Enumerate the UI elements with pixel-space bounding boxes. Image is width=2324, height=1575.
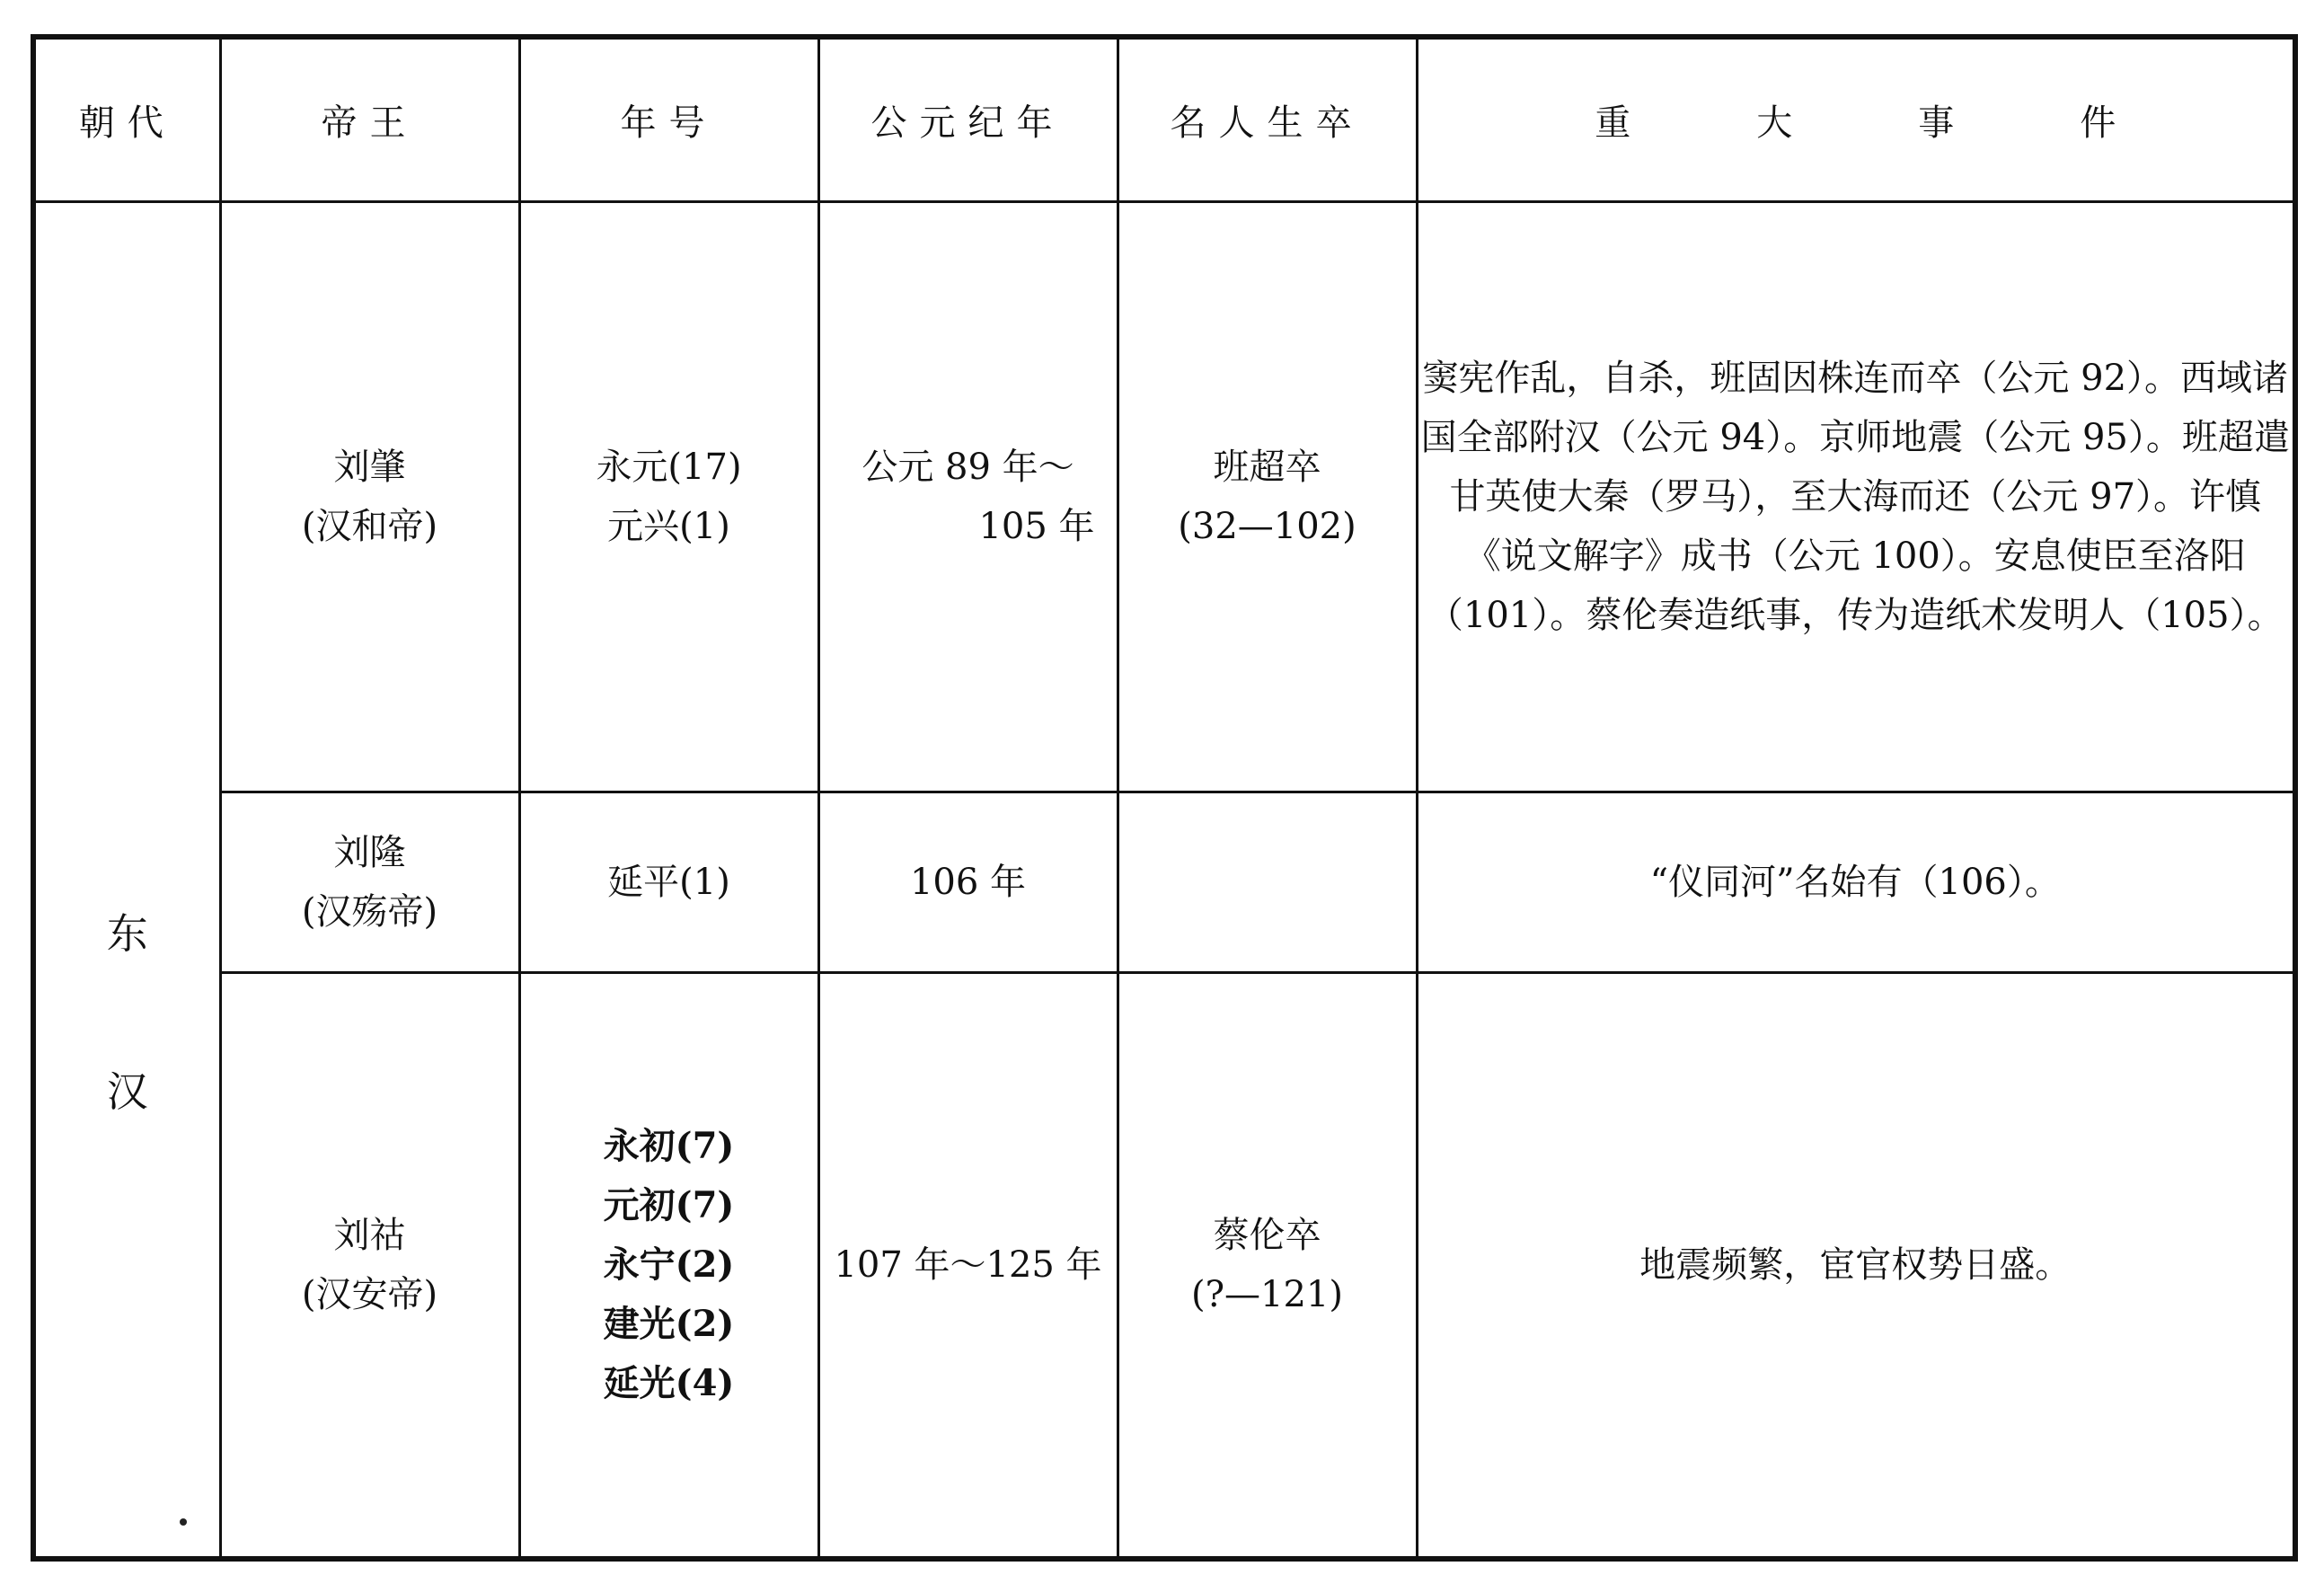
era-cell	[519, 792, 818, 973]
era-name: 永元(17)	[596, 446, 742, 488]
table-row	[33, 792, 2295, 973]
table-row	[33, 201, 2295, 792]
emperor-name: 刘祜	[333, 1214, 406, 1256]
header-dynasty: 朝代	[33, 37, 220, 201]
era-list	[604, 1117, 735, 1413]
chronology-table	[31, 34, 2298, 1562]
table-row	[33, 972, 2295, 1559]
dynasty-char: 东	[106, 908, 148, 958]
era-name: 建光(2)	[603, 1302, 735, 1345]
era-name: 延光(4)	[603, 1361, 735, 1404]
figure-cell	[1118, 792, 1417, 973]
emperor-name: 刘肇	[333, 446, 406, 488]
scan-speck	[180, 1518, 187, 1526]
era-name: 永宁(2)	[603, 1243, 735, 1286]
years-cell: 107 年～125 年	[818, 972, 1118, 1559]
era-name: 延平(1)	[607, 862, 730, 904]
emperor-name: 刘隆	[333, 832, 406, 874]
header-emperor: 帝王	[220, 37, 519, 201]
header-events-char: 大	[1756, 102, 1793, 144]
events-cell: 窦宪作乱，自杀，班固因株连而卒（公元 92）。西域诸国全部附汉（公元 94）。京师地震（公元 95）。班超遣甘英使大秦（罗马），至大海而还（公元 97）。许慎《说文解字》成书（公元 100）。安息使臣至洛阳（101）。蔡伦奏造纸事，传为造纸术发明人（105）。	[1417, 201, 2295, 792]
header-events-char: 事	[1918, 102, 1955, 144]
era-name: 永初(7)	[603, 1124, 735, 1167]
years-cell	[818, 201, 1118, 792]
era-cell	[519, 972, 818, 1559]
header-row	[33, 37, 2295, 201]
header-events-char: 重	[1595, 102, 1631, 144]
header-years: 公元纪年	[818, 37, 1118, 201]
dynasty-char: 汉	[106, 1066, 148, 1116]
era-name: 元初(7)	[603, 1183, 735, 1226]
header-era: 年号	[519, 37, 818, 201]
dynasty-cell	[33, 201, 220, 1559]
years-start: 公元 89 年～	[862, 446, 1074, 488]
events-cell: 地震频繁，宦官权势日盛。	[1417, 972, 2295, 1559]
era-name: 元兴(1)	[607, 505, 730, 547]
years-end: 105 年	[978, 505, 1095, 547]
figure-cell	[1118, 201, 1417, 792]
header-events	[1417, 37, 2295, 201]
figure-name: 班超卒	[1213, 446, 1321, 488]
figure-dates: (?—121)	[1190, 1273, 1343, 1315]
events-cell: “仪同河”名始有（106）。	[1417, 792, 2295, 973]
era-cell	[519, 201, 818, 792]
figure-dates: (32—102)	[1178, 505, 1356, 547]
emperor-cell	[220, 792, 519, 973]
emperor-title: (汉殇帝)	[301, 891, 438, 933]
emperor-cell	[220, 201, 519, 792]
emperor-title: (汉安帝)	[301, 1273, 438, 1315]
header-figures: 名人生卒	[1118, 37, 1417, 201]
figure-name: 蔡伦卒	[1213, 1214, 1321, 1256]
header-events-char: 件	[2080, 102, 2116, 144]
figure-cell	[1118, 972, 1417, 1559]
emperor-title: (汉和帝)	[301, 505, 438, 547]
years-cell: 106 年	[818, 792, 1118, 973]
emperor-cell	[220, 972, 519, 1559]
